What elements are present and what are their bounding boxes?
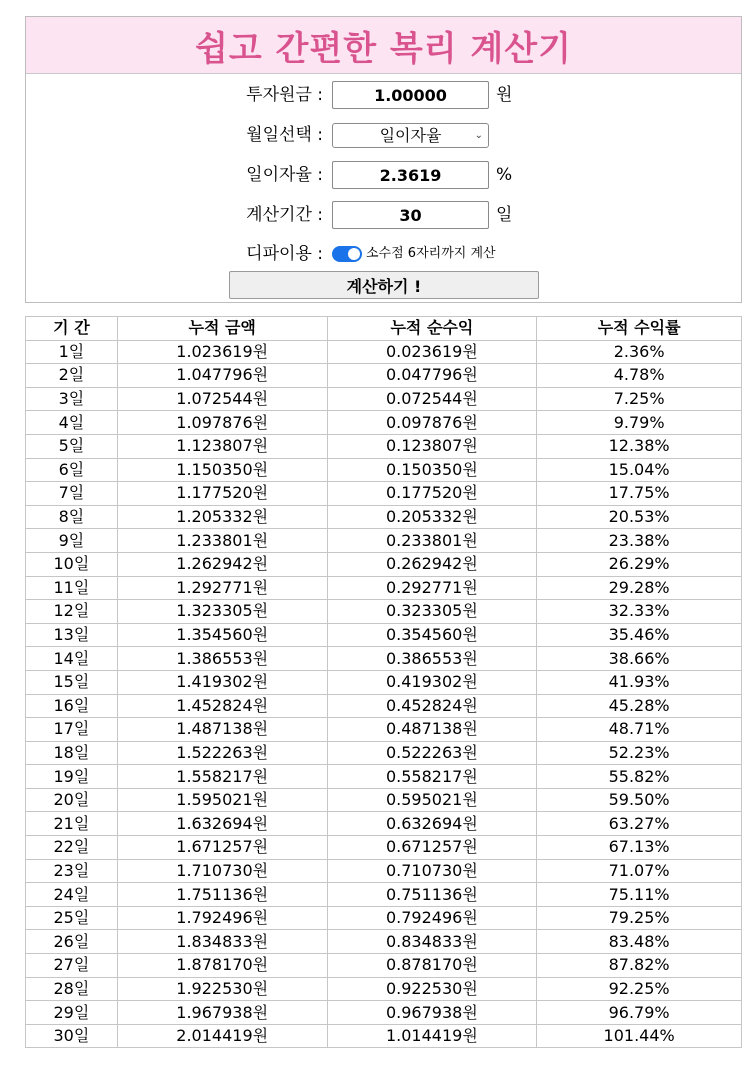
- cell-period: 2일: [26, 364, 118, 388]
- cell-cumulative-profit: 0.123807원: [327, 434, 537, 458]
- cell-cumulative-amount: 1.292771원: [117, 576, 327, 600]
- cell-cumulative-profit: 0.632694원: [327, 812, 537, 836]
- cell-cumulative-return: 79.25%: [537, 906, 742, 930]
- cell-cumulative-profit: 0.072544원: [327, 387, 537, 411]
- cell-cumulative-amount: 1.632694원: [117, 812, 327, 836]
- table-row: [26, 1024, 742, 1048]
- cell-period: 20일: [26, 788, 118, 812]
- cell-cumulative-amount: 1.878170원: [117, 954, 327, 978]
- cell-cumulative-profit: 0.878170원: [327, 954, 537, 978]
- cell-cumulative-profit: 0.452824원: [327, 694, 537, 718]
- principal-row: [26, 80, 741, 110]
- cell-cumulative-amount: 1.354560원: [117, 623, 327, 647]
- cell-cumulative-return: 75.11%: [537, 883, 742, 907]
- cell-cumulative-return: 92.25%: [537, 977, 742, 1001]
- cell-cumulative-amount: 1.922530원: [117, 977, 327, 1001]
- cell-cumulative-amount: 1.487138원: [117, 718, 327, 742]
- table-row: [26, 340, 742, 364]
- cell-period: 14일: [26, 647, 118, 671]
- cell-cumulative-amount: 1.522263원: [117, 741, 327, 765]
- decimal-toggle[interactable]: [332, 246, 362, 262]
- cell-period: 9일: [26, 529, 118, 553]
- cell-cumulative-amount: 1.323305원: [117, 600, 327, 624]
- cell-period: 23일: [26, 859, 118, 883]
- cell-cumulative-profit: 0.354560원: [327, 623, 537, 647]
- cell-cumulative-amount: 1.233801원: [117, 529, 327, 553]
- header-cumulative-profit: 누적 순수익: [327, 317, 537, 341]
- cell-cumulative-return: 2.36%: [537, 340, 742, 364]
- decimal-row: [26, 239, 741, 269]
- table-row: [26, 623, 742, 647]
- cell-cumulative-profit: 0.205332원: [327, 505, 537, 529]
- table-header-row: [26, 317, 742, 341]
- table-row: [26, 718, 742, 742]
- table-row: [26, 906, 742, 930]
- cell-cumulative-amount: 1.792496원: [117, 906, 327, 930]
- cell-period: 21일: [26, 812, 118, 836]
- table-row: [26, 364, 742, 388]
- rate-row: [26, 160, 741, 190]
- cell-cumulative-return: 15.04%: [537, 458, 742, 482]
- cell-cumulative-return: 41.93%: [537, 670, 742, 694]
- cell-period: 4일: [26, 411, 118, 435]
- table-row: [26, 411, 742, 435]
- table-row: [26, 387, 742, 411]
- cell-cumulative-return: 7.25%: [537, 387, 742, 411]
- calculate-button[interactable]: 계산하기 !: [229, 271, 539, 299]
- results-table: [25, 316, 742, 1048]
- table-row: [26, 883, 742, 907]
- cell-cumulative-amount: 1.123807원: [117, 434, 327, 458]
- table-row: [26, 836, 742, 860]
- duration-row: [26, 200, 741, 230]
- cell-cumulative-return: 20.53%: [537, 505, 742, 529]
- cell-cumulative-profit: 0.922530원: [327, 977, 537, 1001]
- table-row: [26, 600, 742, 624]
- cell-cumulative-profit: 0.386553원: [327, 647, 537, 671]
- table-row: [26, 529, 742, 553]
- cell-cumulative-amount: 1.967938원: [117, 1001, 327, 1025]
- cell-period: 6일: [26, 458, 118, 482]
- cell-cumulative-profit: 0.671257원: [327, 836, 537, 860]
- cell-cumulative-return: 87.82%: [537, 954, 742, 978]
- cell-cumulative-profit: 1.014419원: [327, 1024, 537, 1048]
- cell-cumulative-amount: 1.150350원: [117, 458, 327, 482]
- table-row: [26, 859, 742, 883]
- cell-cumulative-profit: 0.023619원: [327, 340, 537, 364]
- principal-unit: 원: [496, 85, 513, 105]
- cell-cumulative-amount: 1.419302원: [117, 670, 327, 694]
- period-type-row: [26, 120, 741, 150]
- decimal-label: 디파이용 :: [246, 244, 323, 264]
- cell-cumulative-return: 67.13%: [537, 836, 742, 860]
- cell-period: 10일: [26, 552, 118, 576]
- cell-cumulative-amount: 1.072544원: [117, 387, 327, 411]
- duration-unit: 일: [496, 205, 513, 225]
- cell-cumulative-profit: 0.834833원: [327, 930, 537, 954]
- toggle-knob: [348, 248, 360, 260]
- cell-period: 3일: [26, 387, 118, 411]
- header-cumulative-amount: 누적 금액: [117, 317, 327, 341]
- cell-period: 12일: [26, 600, 118, 624]
- cell-cumulative-return: 32.33%: [537, 600, 742, 624]
- table-row: [26, 954, 742, 978]
- cell-cumulative-profit: 0.595021원: [327, 788, 537, 812]
- table-row: [26, 434, 742, 458]
- cell-cumulative-amount: 1.452824원: [117, 694, 327, 718]
- cell-cumulative-profit: 0.419302원: [327, 670, 537, 694]
- table-row: [26, 647, 742, 671]
- cell-cumulative-return: 29.28%: [537, 576, 742, 600]
- table-row: [26, 1001, 742, 1025]
- cell-cumulative-amount: 1.751136원: [117, 883, 327, 907]
- rate-unit: %: [496, 165, 513, 185]
- table-row: [26, 576, 742, 600]
- cell-cumulative-return: 48.71%: [537, 718, 742, 742]
- table-row: [26, 482, 742, 506]
- cell-cumulative-profit: 0.097876원: [327, 411, 537, 435]
- cell-period: 8일: [26, 505, 118, 529]
- cell-period: 19일: [26, 765, 118, 789]
- cell-cumulative-return: 63.27%: [537, 812, 742, 836]
- cell-period: 1일: [26, 340, 118, 364]
- cell-cumulative-amount: 1.205332원: [117, 505, 327, 529]
- period-type-label: 월일선택 :: [246, 125, 323, 145]
- cell-cumulative-amount: 1.710730원: [117, 859, 327, 883]
- cell-cumulative-return: 38.66%: [537, 647, 742, 671]
- table-row: [26, 977, 742, 1001]
- cell-cumulative-profit: 0.292771원: [327, 576, 537, 600]
- cell-period: 28일: [26, 977, 118, 1001]
- cell-period: 7일: [26, 482, 118, 506]
- calculator-panel: [25, 16, 742, 303]
- cell-period: 25일: [26, 906, 118, 930]
- cell-cumulative-amount: 1.558217원: [117, 765, 327, 789]
- cell-period: 11일: [26, 576, 118, 600]
- cell-cumulative-return: 17.75%: [537, 482, 742, 506]
- cell-cumulative-profit: 0.262942원: [327, 552, 537, 576]
- cell-cumulative-amount: 2.014419원: [117, 1024, 327, 1048]
- cell-period: 13일: [26, 623, 118, 647]
- rate-label: 일이자율 :: [246, 165, 323, 185]
- header-period: 기 간: [26, 317, 118, 341]
- cell-period: 22일: [26, 836, 118, 860]
- cell-cumulative-profit: 0.751136원: [327, 883, 537, 907]
- cell-period: 29일: [26, 1001, 118, 1025]
- cell-cumulative-return: 71.07%: [537, 859, 742, 883]
- cell-cumulative-return: 45.28%: [537, 694, 742, 718]
- cell-cumulative-profit: 0.522263원: [327, 741, 537, 765]
- cell-cumulative-amount: 1.595021원: [117, 788, 327, 812]
- chevron-down-icon: ⌄: [474, 130, 483, 141]
- cell-cumulative-return: 35.46%: [537, 623, 742, 647]
- cell-cumulative-return: 26.29%: [537, 552, 742, 576]
- principal-input[interactable]: [332, 81, 489, 109]
- cell-cumulative-profit: 0.710730원: [327, 859, 537, 883]
- table-row: [26, 458, 742, 482]
- cell-cumulative-return: 55.82%: [537, 765, 742, 789]
- period-type-select[interactable]: [332, 123, 489, 148]
- cell-cumulative-return: 12.38%: [537, 434, 742, 458]
- cell-cumulative-return: 83.48%: [537, 930, 742, 954]
- cell-cumulative-profit: 0.323305원: [327, 600, 537, 624]
- cell-cumulative-return: 59.50%: [537, 788, 742, 812]
- page-title: 쉽고 간편한 복리 계산기: [195, 28, 572, 69]
- title-bar: [26, 17, 741, 74]
- header-cumulative-return: 누적 수익률: [537, 317, 742, 341]
- table-row: [26, 505, 742, 529]
- cell-cumulative-amount: 1.047796원: [117, 364, 327, 388]
- cell-period: 15일: [26, 670, 118, 694]
- cell-cumulative-return: 9.79%: [537, 411, 742, 435]
- table-row: [26, 812, 742, 836]
- cell-cumulative-profit: 0.792496원: [327, 906, 537, 930]
- period-type-selected: 일이자율: [379, 126, 442, 145]
- principal-label: 투자원금 :: [246, 85, 323, 105]
- cell-cumulative-return: 23.38%: [537, 529, 742, 553]
- cell-cumulative-amount: 1.097876원: [117, 411, 327, 435]
- cell-period: 18일: [26, 741, 118, 765]
- cell-period: 26일: [26, 930, 118, 954]
- cell-cumulative-profit: 0.558217원: [327, 765, 537, 789]
- cell-cumulative-amount: 1.386553원: [117, 647, 327, 671]
- cell-cumulative-amount: 1.834833원: [117, 930, 327, 954]
- cell-cumulative-return: 101.44%: [537, 1024, 742, 1048]
- results-body: [26, 340, 742, 1048]
- cell-cumulative-profit: 0.487138원: [327, 718, 537, 742]
- duration-label: 계산기간 :: [246, 205, 323, 225]
- cell-cumulative-return: 4.78%: [537, 364, 742, 388]
- cell-cumulative-amount: 1.671257원: [117, 836, 327, 860]
- cell-period: 30일: [26, 1024, 118, 1048]
- cell-cumulative-profit: 0.967938원: [327, 1001, 537, 1025]
- duration-input[interactable]: [332, 201, 489, 229]
- cell-cumulative-amount: 1.262942원: [117, 552, 327, 576]
- cell-cumulative-profit: 0.177520원: [327, 482, 537, 506]
- cell-cumulative-return: 52.23%: [537, 741, 742, 765]
- cell-cumulative-profit: 0.150350원: [327, 458, 537, 482]
- cell-cumulative-amount: 1.177520원: [117, 482, 327, 506]
- decimal-toggle-text: 소수점 6자리까지 계산: [366, 246, 496, 261]
- cell-period: 5일: [26, 434, 118, 458]
- cell-period: 17일: [26, 718, 118, 742]
- table-row: [26, 930, 742, 954]
- cell-period: 24일: [26, 883, 118, 907]
- cell-period: 16일: [26, 694, 118, 718]
- cell-cumulative-profit: 0.233801원: [327, 529, 537, 553]
- table-row: [26, 694, 742, 718]
- table-row: [26, 670, 742, 694]
- table-row: [26, 552, 742, 576]
- cell-cumulative-return: 96.79%: [537, 1001, 742, 1025]
- cell-cumulative-amount: 1.023619원: [117, 340, 327, 364]
- cell-period: 27일: [26, 954, 118, 978]
- cell-cumulative-profit: 0.047796원: [327, 364, 537, 388]
- table-row: [26, 765, 742, 789]
- table-row: [26, 741, 742, 765]
- table-row: [26, 788, 742, 812]
- rate-input[interactable]: [332, 161, 489, 189]
